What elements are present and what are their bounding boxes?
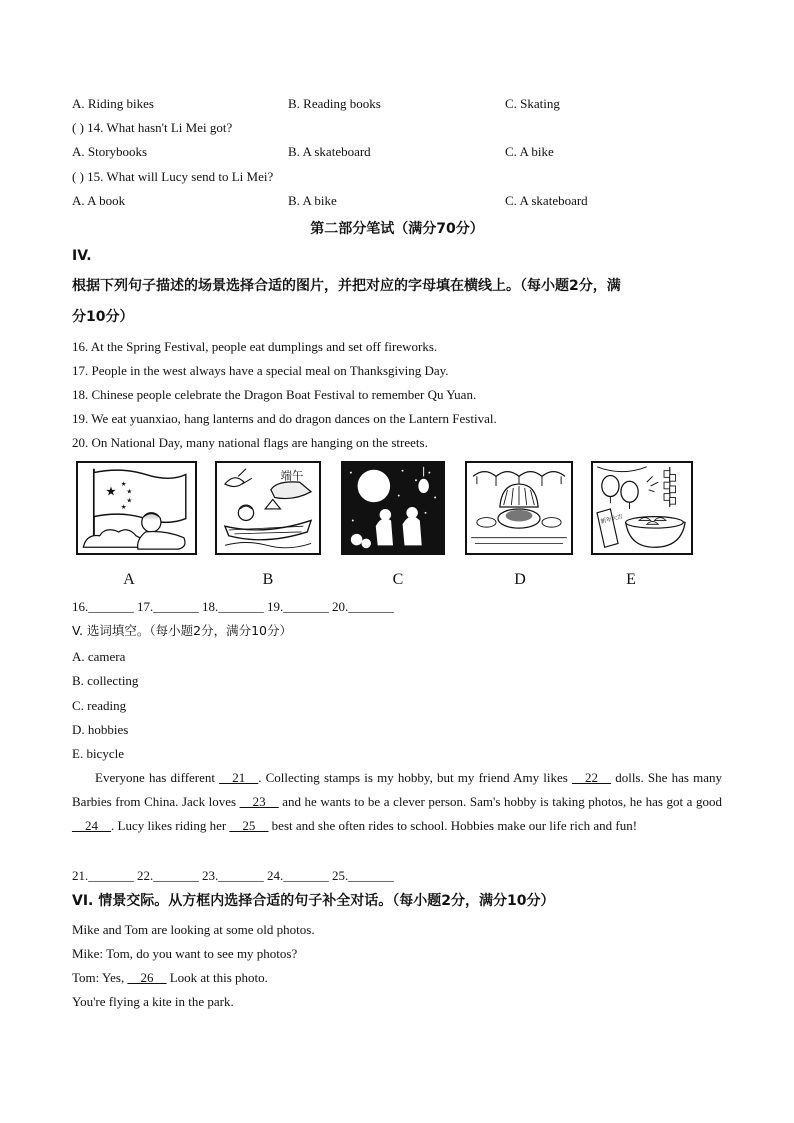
svg-text:★: ★ [126,497,133,505]
svg-text:★: ★ [120,480,127,488]
blank-21[interactable]: __21__ [219,770,259,785]
word-option-a: A. camera [72,649,126,664]
passage-text: . Lucy likes riding her [111,818,230,833]
section-4-instruction-cont: 分10分） [72,309,134,325]
answer-blanks-16-20[interactable]: 16._______ 17._______ 18._______ 19._______ 20._______ [72,599,394,614]
dialogue-text: Look at this photo. [166,970,268,985]
q13-option-c: C. Skating [505,96,560,111]
picture-label-c: C [392,571,404,588]
svg-text:端午: 端午 [280,468,304,483]
passage-text: and he wants to be a clever person. Sam's hobby is taking photos, he has got a good [278,794,723,809]
part-two-title: 第二部分笔试（满分70分） [310,221,484,237]
section-5-heading: V. 选词填空。（每小题2分，满分10分） [72,623,292,638]
svg-text:★: ★ [126,488,133,496]
q14-option-b: B. A skateboard [288,144,371,159]
dialogue-tom [72,970,268,986]
q15-option-b: B. A bike [288,193,337,208]
dialogue-line: You're flying a kite in the park. [72,994,234,1009]
svg-text:新年大吉: 新年大吉 [600,514,624,526]
dialogue-intro: Mike and Tom are looking at some old photos. [72,922,315,937]
svg-text:★: ★ [120,503,127,511]
q13-option-a: A. Riding bikes [72,96,154,111]
thanksgiving-turkey-icon [467,463,571,553]
q15-option-a: A. A book [72,193,126,208]
passage-text: dolls. She has many Barbies from China. Jack loves [72,770,723,809]
picture-label-a: A [123,571,135,588]
picture-label-e: E [626,571,636,588]
question-14: ( ) 14. What hasn't Li Mei got? [72,120,233,135]
picture-label-d: D [514,571,526,588]
section-6-heading: VI. 情景交际。从方框内选择合适的句子补全对话。（每小题2分，满分10分） [72,893,555,909]
q14-option-c: C. A bike [505,144,554,159]
section-4-heading: IV. [72,248,92,264]
word-option-b: B. collecting [72,673,139,688]
picture-label-b: B [262,571,274,588]
picture-a [76,461,197,555]
national-flag-icon [78,463,195,553]
sentence-19: 19. We eat yuanxiao, hang lanterns and do dragon dances on the Lantern Festival. [72,411,497,426]
spring-festival-icon [593,463,691,553]
lantern-festival-icon [343,463,443,553]
picture-e [591,461,693,555]
passage-text: Everyone has different [95,770,220,785]
dialogue-text: Tom: Yes, [72,970,128,985]
blank-23[interactable]: __23__ [239,794,279,809]
word-option-c: C. reading [72,698,127,713]
passage-text: best and she often rides to school. Hobbies make our life rich and fun! [268,818,638,833]
sentence-17: 17. People in the west always have a special meal on Thanksgiving Day. [72,363,449,378]
q14-option-a: A. Storybooks [72,144,148,159]
sentence-20: 20. On National Day, many national flags are hanging on the streets. [72,435,428,450]
dragon-boat-icon [217,463,319,553]
picture-b [215,461,321,555]
dialogue-mike: Mike: Tom, do you want to see my photos? [72,946,298,961]
blank-26[interactable]: __26__ [127,970,167,985]
picture-d [465,461,573,555]
answer-blanks-21-25[interactable]: 21._______ 22._______ 23._______ 24._______ 25._______ [72,868,394,883]
blank-25[interactable]: __25__ [229,818,269,833]
blank-22[interactable]: __22__ [572,770,612,785]
word-option-d: D. hobbies [72,722,129,737]
passage-text: . Collecting stamps is my hobby, but my friend Amy likes [258,770,573,785]
question-15: ( ) 15. What will Lucy send to Li Mei? [72,169,274,184]
word-option-e: E. bicycle [72,746,124,761]
svg-text:★: ★ [105,484,117,499]
cloze-passage [72,766,722,838]
q15-option-c: C. A skateboard [505,193,588,208]
picture-c [341,461,445,555]
section-4-instruction: 根据下列句子描述的场景选择合适的图片，并把对应的字母填在横线上。（每小题2分，满 [72,278,621,294]
sentence-16: 16. At the Spring Festival, people eat dumplings and set off fireworks. [72,339,438,354]
q13-option-b: B. Reading books [288,96,381,111]
sentence-18: 18. Chinese people celebrate the Dragon Boat Festival to remember Qu Yuan. [72,387,477,402]
blank-24[interactable]: __24__ [72,818,111,833]
